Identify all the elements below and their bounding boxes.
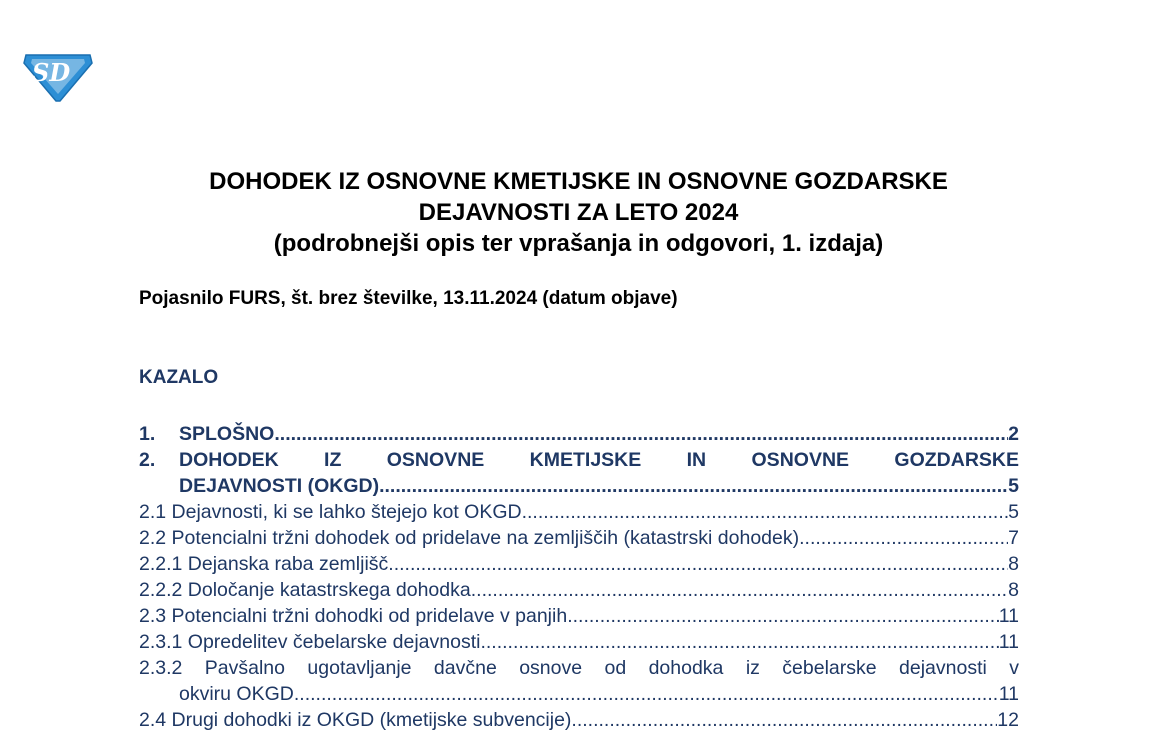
toc-entry-text: 2.2 Potencialni tržni dohodek od pridelave na zemljiščih (katastrski dohodek) bbox=[139, 527, 800, 549]
toc-entry-page: 11 bbox=[998, 605, 1019, 627]
toc-entry[interactable] bbox=[139, 655, 1019, 707]
toc-leader bbox=[567, 603, 999, 629]
toc-entry[interactable] bbox=[139, 421, 1019, 447]
toc-entry-text: 2.4 Drugi dohodki iz OKGD (kmetijske subvencije) bbox=[139, 709, 572, 731]
toc-entry[interactable] bbox=[139, 603, 1019, 629]
toc-entry-text: 2.3 Potencialni tržni dohodki od pridelave v panjih bbox=[139, 605, 568, 627]
toc-entry[interactable] bbox=[139, 447, 1019, 499]
toc-entry-page: 5 bbox=[1008, 501, 1019, 523]
toc-entry[interactable] bbox=[139, 707, 1019, 733]
toc-entry-text-line1: DOHODEK IZ OSNOVNE KMETIJSKE IN OSNOVNE GOZDARSKE bbox=[179, 449, 1019, 471]
toc-entry-text: 2.1 Dejavnosti, ki se lahko štejejo kot OKGD bbox=[139, 501, 522, 523]
toc-leader bbox=[294, 681, 999, 707]
svg-text:SD: SD bbox=[32, 58, 71, 87]
table-of-contents bbox=[139, 421, 1019, 733]
toc-entry[interactable] bbox=[139, 551, 1019, 577]
toc-entry-page: 5 bbox=[1008, 475, 1019, 497]
toc-leader bbox=[471, 577, 1008, 603]
toc-entry-page: 8 bbox=[1008, 553, 1019, 575]
toc-leader bbox=[799, 525, 1008, 551]
toc-entry-text: 2.2.1 Dejanska raba zemljišč bbox=[139, 553, 389, 575]
toc-entry-page: 7 bbox=[1008, 527, 1019, 549]
toc-entry[interactable] bbox=[139, 629, 1019, 655]
toc-entry-text-line1: 2.3.2 Pavšalno ugotavljanje davčne osnove od dohodka iz čebelarske dejavnosti v bbox=[139, 657, 1019, 679]
document-title bbox=[100, 166, 1057, 259]
toc-entry-text: 2.3.1 Opredelitev čebelarske dejavnosti bbox=[139, 631, 481, 653]
toc-leader bbox=[480, 629, 998, 655]
title-line-1: DOHODEK IZ OSNOVNE KMETIJSKE IN OSNOVNE GOZDARSKE bbox=[209, 168, 948, 195]
toc-entry-text: DEJAVNOSTI (OKGD) bbox=[179, 475, 380, 497]
toc-entry-text: SPLOŠNO bbox=[179, 423, 275, 445]
toc-entry[interactable] bbox=[139, 499, 1019, 525]
toc-entry-number: 1. bbox=[139, 423, 156, 445]
title-line-2: DEJAVNOSTI ZA LETO 2024 bbox=[418, 199, 739, 226]
toc-leader bbox=[388, 551, 1008, 577]
toc-heading: KAZALO bbox=[139, 367, 219, 388]
toc-entry-number: 2. bbox=[139, 449, 156, 471]
document-note: Pojasnilo FURS, št. brez številke, 13.11.2024 (datum objave) bbox=[139, 288, 678, 309]
sd-logo-icon bbox=[22, 49, 94, 103]
toc-entry[interactable] bbox=[139, 525, 1019, 551]
toc-entry[interactable] bbox=[139, 577, 1019, 603]
toc-entry-page: 11 bbox=[998, 631, 1019, 653]
toc-entry-text: 2.2.2 Določanje katastrskega dohodka bbox=[139, 579, 471, 601]
toc-entry-page: 11 bbox=[998, 683, 1019, 705]
toc-leader bbox=[571, 707, 997, 733]
toc-leader bbox=[274, 421, 1008, 447]
toc-entry-page: 2 bbox=[1008, 423, 1019, 445]
title-line-3: (podrobnejši opis ter vprašanja in odgovori, 1. izdaja) bbox=[273, 230, 884, 257]
toc-leader bbox=[379, 473, 1008, 499]
toc-leader bbox=[522, 499, 1009, 525]
toc-entry-text: okviru OKGD bbox=[179, 683, 294, 705]
toc-entry-page: 12 bbox=[997, 709, 1019, 731]
toc-entry-page: 8 bbox=[1008, 579, 1019, 601]
